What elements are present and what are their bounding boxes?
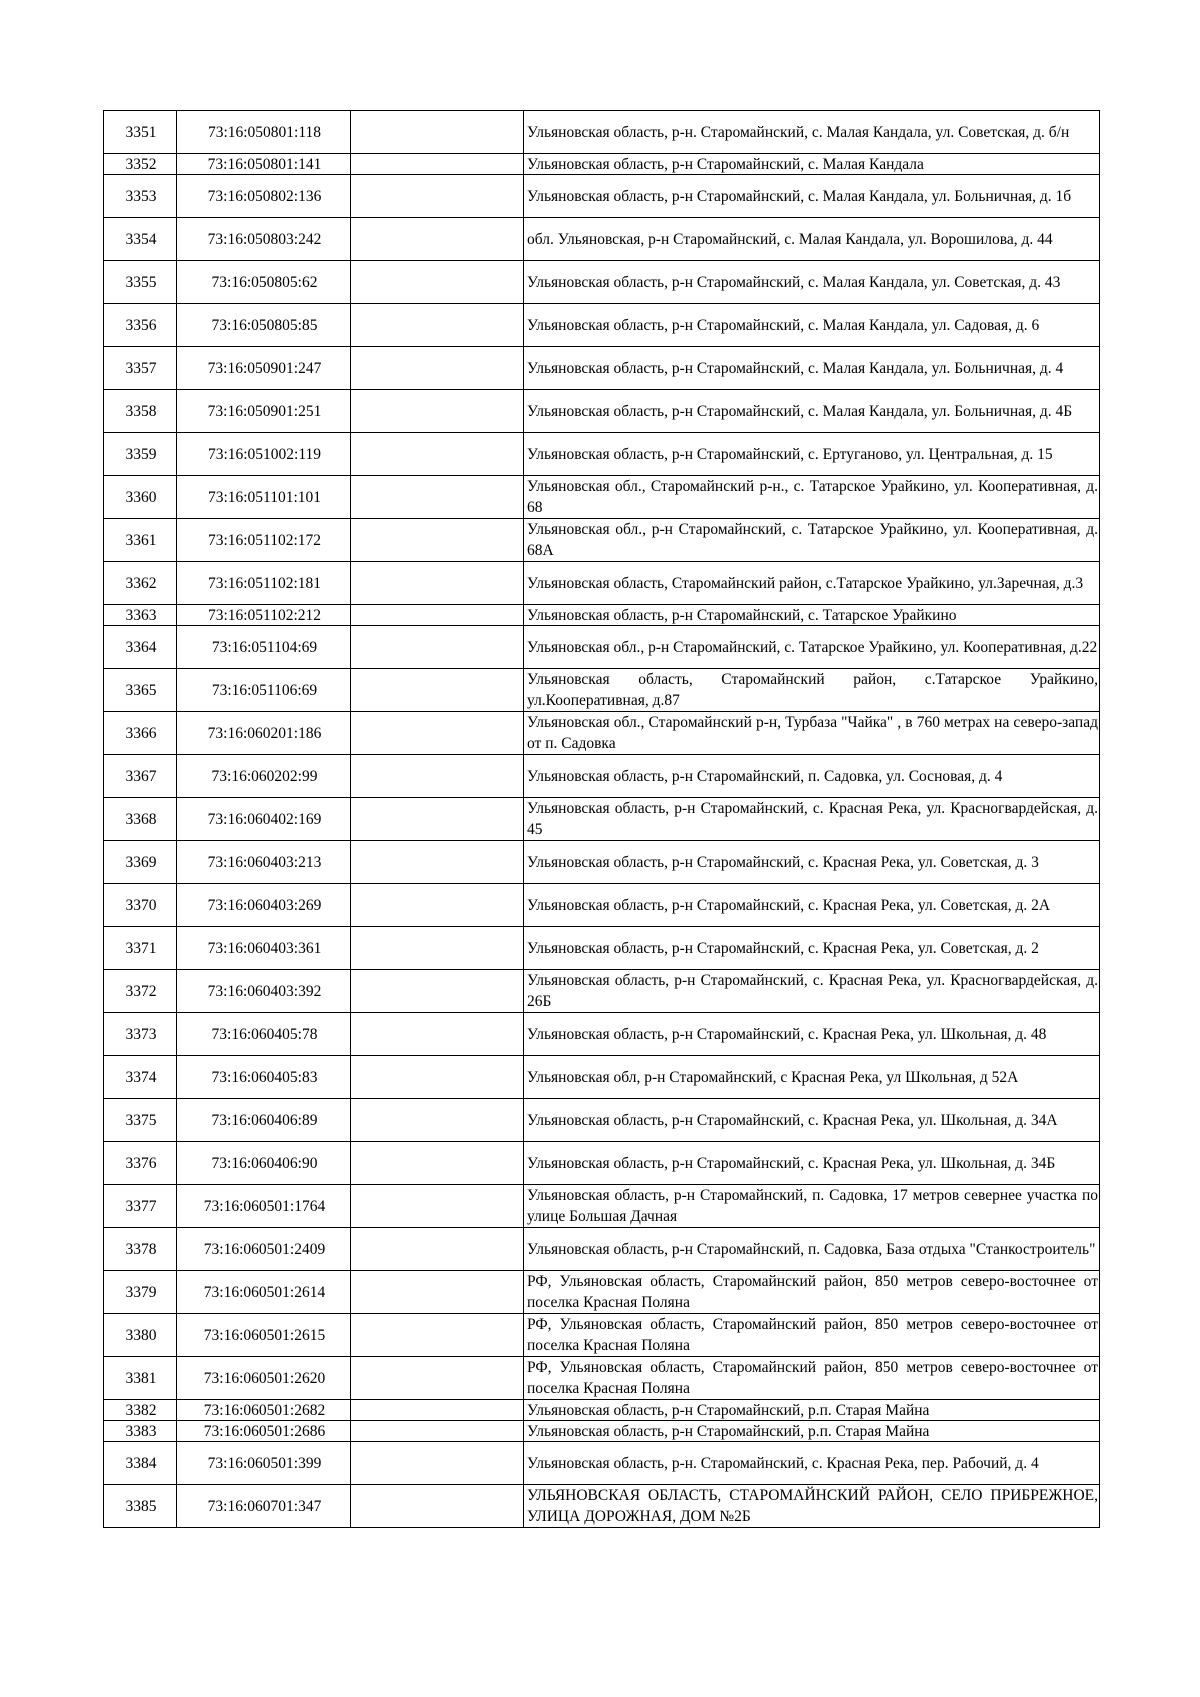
address-cell: Ульяновская область, р-н Старомайнский, с. Ертуганово, ул. Центральная, д. 15 [524,433,1100,476]
cadastral-number-cell: 73:16:060403:213 [177,841,351,884]
table-row [104,433,1100,476]
row-number-cell: 3356 [104,304,177,347]
empty-cell [351,519,524,562]
address-cell: Ульяновская область, р-н Старомайнский, с. Красная Река, ул. Школьная, д. 34А [524,1099,1100,1142]
cadastral-number-cell: 73:16:060403:269 [177,884,351,927]
cadastral-number-cell: 73:16:050805:85 [177,304,351,347]
row-number-cell: 3385 [104,1485,177,1528]
table-row [104,1421,1100,1442]
table-row [104,626,1100,669]
table-row [104,970,1100,1013]
empty-cell [351,1228,524,1271]
row-number-cell: 3368 [104,798,177,841]
empty-cell [351,755,524,798]
empty-cell [351,390,524,433]
row-number-cell: 3370 [104,884,177,927]
cadastral-number-cell: 73:16:050803:242 [177,218,351,261]
row-number-cell: 3381 [104,1357,177,1400]
empty-cell [351,1357,524,1400]
empty-cell [351,605,524,626]
row-number-cell: 3383 [104,1421,177,1442]
empty-cell [351,841,524,884]
cadastral-number-cell: 73:16:060501:2614 [177,1271,351,1314]
empty-cell [351,476,524,519]
empty-cell [351,1485,524,1528]
cadastral-number-cell: 73:16:060501:399 [177,1442,351,1485]
table-row [104,841,1100,884]
address-cell: Ульяновская обл., р-н Старомайнский, с. Татарское Урайкино, ул. Кооперативная, д. 68А [524,519,1100,562]
empty-cell [351,1142,524,1185]
cadastral-number-cell: 73:16:060501:2682 [177,1400,351,1421]
table-row [104,1099,1100,1142]
empty-cell [351,304,524,347]
address-cell: Ульяновская область, р-н Старомайнский, с. Красная Река, ул. Советская, д. 3 [524,841,1100,884]
row-number-cell: 3351 [104,111,177,154]
empty-cell [351,154,524,175]
cadastral-number-cell: 73:16:050801:118 [177,111,351,154]
table-row [104,884,1100,927]
cadastral-number-cell: 73:16:051102:181 [177,562,351,605]
cadastral-number-cell: 73:16:060405:78 [177,1013,351,1056]
table-row [104,605,1100,626]
address-cell: Ульяновская область, Старомайнский район, с.Татарское Урайкино, ул.Кооперативная, д.87 [524,669,1100,712]
cadastral-number-cell: 73:16:050901:251 [177,390,351,433]
row-number-cell: 3352 [104,154,177,175]
cadastral-number-cell: 73:16:060202:99 [177,755,351,798]
empty-cell [351,669,524,712]
table-row [104,261,1100,304]
cadastral-number-cell: 73:16:060403:361 [177,927,351,970]
row-number-cell: 3358 [104,390,177,433]
empty-cell [351,175,524,218]
table-row [104,304,1100,347]
empty-cell [351,347,524,390]
table-row [104,1185,1100,1228]
empty-cell [351,927,524,970]
table-row [104,390,1100,433]
table-row [104,218,1100,261]
cadastral-number-cell: 73:16:051101:101 [177,476,351,519]
cadastral-number-cell: 73:16:050802:136 [177,175,351,218]
row-number-cell: 3375 [104,1099,177,1142]
cadastral-number-cell: 73:16:060406:89 [177,1099,351,1142]
table-row [104,1442,1100,1485]
cadastral-number-cell: 73:16:051002:119 [177,433,351,476]
address-cell: Ульяновская область, р-н Старомайнский, п. Садовка, 17 метров севернее участка по улице Большая Дачная [524,1185,1100,1228]
address-cell: Ульяновская область, р-н Старомайнский, с. Малая Кандала, ул. Больничная, д. 1б [524,175,1100,218]
address-cell: Ульяновская область, р-н Старомайнский, с. Малая Кандала, ул. Больничная, д. 4 [524,347,1100,390]
cadastral-number-cell: 73:16:060501:2686 [177,1421,351,1442]
empty-cell [351,562,524,605]
address-cell: Ульяновская область, р-н Старомайнский, с. Красная Река, ул. Красногвардейская, д. 26Б [524,970,1100,1013]
table-row [104,1485,1100,1528]
table-row [104,669,1100,712]
registry-table-body [104,111,1100,1528]
table-row [104,1400,1100,1421]
row-number-cell: 3369 [104,841,177,884]
table-row [104,562,1100,605]
table-row [104,1228,1100,1271]
cadastral-number-cell: 73:16:051104:69 [177,626,351,669]
cadastral-number-cell: 73:16:051102:172 [177,519,351,562]
row-number-cell: 3380 [104,1314,177,1357]
row-number-cell: 3355 [104,261,177,304]
address-cell: Ульяновская область, р-н Старомайнский, п. Садовка, ул. Сосновая, д. 4 [524,755,1100,798]
cadastral-number-cell: 73:16:050801:141 [177,154,351,175]
cadastral-number-cell: 73:16:060405:83 [177,1056,351,1099]
row-number-cell: 3371 [104,927,177,970]
table-row [104,798,1100,841]
cadastral-number-cell: 73:16:050901:247 [177,347,351,390]
row-number-cell: 3364 [104,626,177,669]
table-row [104,927,1100,970]
address-cell: Ульяновская область, р-н Старомайнский, с. Малая Кандала, ул. Советская, д. 43 [524,261,1100,304]
row-number-cell: 3378 [104,1228,177,1271]
address-cell: Ульяновская область, р-н Старомайнский, р.п. Старая Майна [524,1421,1100,1442]
cadastral-number-cell: 73:16:060501:2615 [177,1314,351,1357]
row-number-cell: 3365 [104,669,177,712]
row-number-cell: 3379 [104,1271,177,1314]
empty-cell [351,1442,524,1485]
address-cell: Ульяновская обл., Старомайнский р-н, Турбаза "Чайка" , в 760 метрах на северо-запад от п. Садовка [524,712,1100,755]
cadastral-number-cell: 73:16:060701:347 [177,1485,351,1528]
empty-cell [351,1314,524,1357]
cadastral-number-cell: 73:16:060406:90 [177,1142,351,1185]
address-cell: Ульяновская область, р-н Старомайнский, с. Татарское Урайкино [524,605,1100,626]
address-cell: Ульяновская обл., Старомайнский р-н., с. Татарское Урайкино, ул. Кооперативная, д. 68 [524,476,1100,519]
address-cell: Ульяновская область, р-н Старомайнский, с. Красная Река, ул. Красногвардейская, д. 45 [524,798,1100,841]
address-cell: Ульяновская область, р-н Старомайнский, с. Красная Река, ул. Советская, д. 2 [524,927,1100,970]
table-row [104,1056,1100,1099]
table-row [104,1357,1100,1400]
row-number-cell: 3367 [104,755,177,798]
address-cell: РФ, Ульяновская область, Старомайнский район, 850 метров северо-восточнее от поселка Красная Поляна [524,1271,1100,1314]
table-row [104,111,1100,154]
address-cell: Ульяновская область, р-н. Старомайнский, с. Малая Кандала, ул. Советская, д. б/н [524,111,1100,154]
cadastral-number-cell: 73:16:060402:169 [177,798,351,841]
row-number-cell: 3361 [104,519,177,562]
address-cell: Ульяновская область, р-н Старомайнский, с. Малая Кандала [524,154,1100,175]
address-cell: Ульяновская область, р-н Старомайнский, с. Красная Река, ул. Советская, д. 2А [524,884,1100,927]
cadastral-number-cell: 73:16:051106:69 [177,669,351,712]
row-number-cell: 3362 [104,562,177,605]
row-number-cell: 3382 [104,1400,177,1421]
empty-cell [351,111,524,154]
table-row [104,1142,1100,1185]
cadastral-number-cell: 73:16:060501:1764 [177,1185,351,1228]
address-cell: Ульяновская область, р-н Старомайнский, с. Малая Кандала, ул. Садовая, д. 6 [524,304,1100,347]
row-number-cell: 3353 [104,175,177,218]
address-cell: Ульяновская область, р-н Старомайнский, с. Малая Кандала, ул. Больничная, д. 4Б [524,390,1100,433]
address-cell: Ульяновская обл., р-н Старомайнский, с. Татарское Урайкино, ул. Кооперативная, д.22 [524,626,1100,669]
empty-cell [351,712,524,755]
empty-cell [351,433,524,476]
cadastral-number-cell: 73:16:051102:212 [177,605,351,626]
empty-cell [351,798,524,841]
address-cell: Ульяновская область, Старомайнский район, с.Татарское Урайкино, ул.Заречная, д.3 [524,562,1100,605]
table-row [104,1314,1100,1357]
row-number-cell: 3359 [104,433,177,476]
address-cell: Ульяновская область, р-н Старомайнский, р.п. Старая Майна [524,1400,1100,1421]
table-row [104,755,1100,798]
table-row [104,154,1100,175]
address-cell: Ульяновская область, р-н Старомайнский, п. Садовка, База отдыха "Станкостроитель" [524,1228,1100,1271]
row-number-cell: 3376 [104,1142,177,1185]
row-number-cell: 3384 [104,1442,177,1485]
row-number-cell: 3373 [104,1013,177,1056]
address-cell: РФ, Ульяновская область, Старомайнский район, 850 метров северо-восточнее от поселка Красная Поляна [524,1314,1100,1357]
empty-cell [351,261,524,304]
cadastral-number-cell: 73:16:060501:2620 [177,1357,351,1400]
row-number-cell: 3360 [104,476,177,519]
row-number-cell: 3372 [104,970,177,1013]
empty-cell [351,1271,524,1314]
row-number-cell: 3357 [104,347,177,390]
cadastral-number-cell: 73:16:060201:186 [177,712,351,755]
empty-cell [351,1185,524,1228]
address-cell: УЛЬЯНОВСКАЯ ОБЛАСТЬ, СТАРОМАЙНСКИЙ РАЙОН, СЕЛО ПРИБРЕЖНОЕ, УЛИЦА ДОРОЖНАЯ, ДОМ №2Б [524,1485,1100,1528]
row-number-cell: 3377 [104,1185,177,1228]
address-cell: Ульяновская область, р-н. Старомайнский, с. Красная Река, пер. Рабочий, д. 4 [524,1442,1100,1485]
table-row [104,175,1100,218]
row-number-cell: 3354 [104,218,177,261]
table-row [104,1271,1100,1314]
empty-cell [351,626,524,669]
empty-cell [351,970,524,1013]
cadastral-number-cell: 73:16:050805:62 [177,261,351,304]
table-row [104,347,1100,390]
address-cell: Ульяновская область, р-н Старомайнский, с. Красная Река, ул. Школьная, д. 48 [524,1013,1100,1056]
empty-cell [351,1056,524,1099]
empty-cell [351,1400,524,1421]
table-row [104,1013,1100,1056]
empty-cell [351,1099,524,1142]
row-number-cell: 3363 [104,605,177,626]
address-cell: обл. Ульяновская, р-н Старомайнский, с. Малая Кандала, ул. Ворошилова, д. 44 [524,218,1100,261]
address-cell: Ульяновская обл, р-н Старомайнский, с Красная Река, ул Школьная, д 52А [524,1056,1100,1099]
row-number-cell: 3366 [104,712,177,755]
address-cell: РФ, Ульяновская область, Старомайнский район, 850 метров северо-восточнее от поселка Красная Поляна [524,1357,1100,1400]
empty-cell [351,884,524,927]
cadastral-number-cell: 73:16:060403:392 [177,970,351,1013]
empty-cell [351,1013,524,1056]
table-row [104,476,1100,519]
cadastral-number-cell: 73:16:060501:2409 [177,1228,351,1271]
registry-table [103,110,1100,1528]
row-number-cell: 3374 [104,1056,177,1099]
empty-cell [351,1421,524,1442]
empty-cell [351,218,524,261]
address-cell: Ульяновская область, р-н Старомайнский, с. Красная Река, ул. Школьная, д. 34Б [524,1142,1100,1185]
table-row [104,712,1100,755]
table-row [104,519,1100,562]
